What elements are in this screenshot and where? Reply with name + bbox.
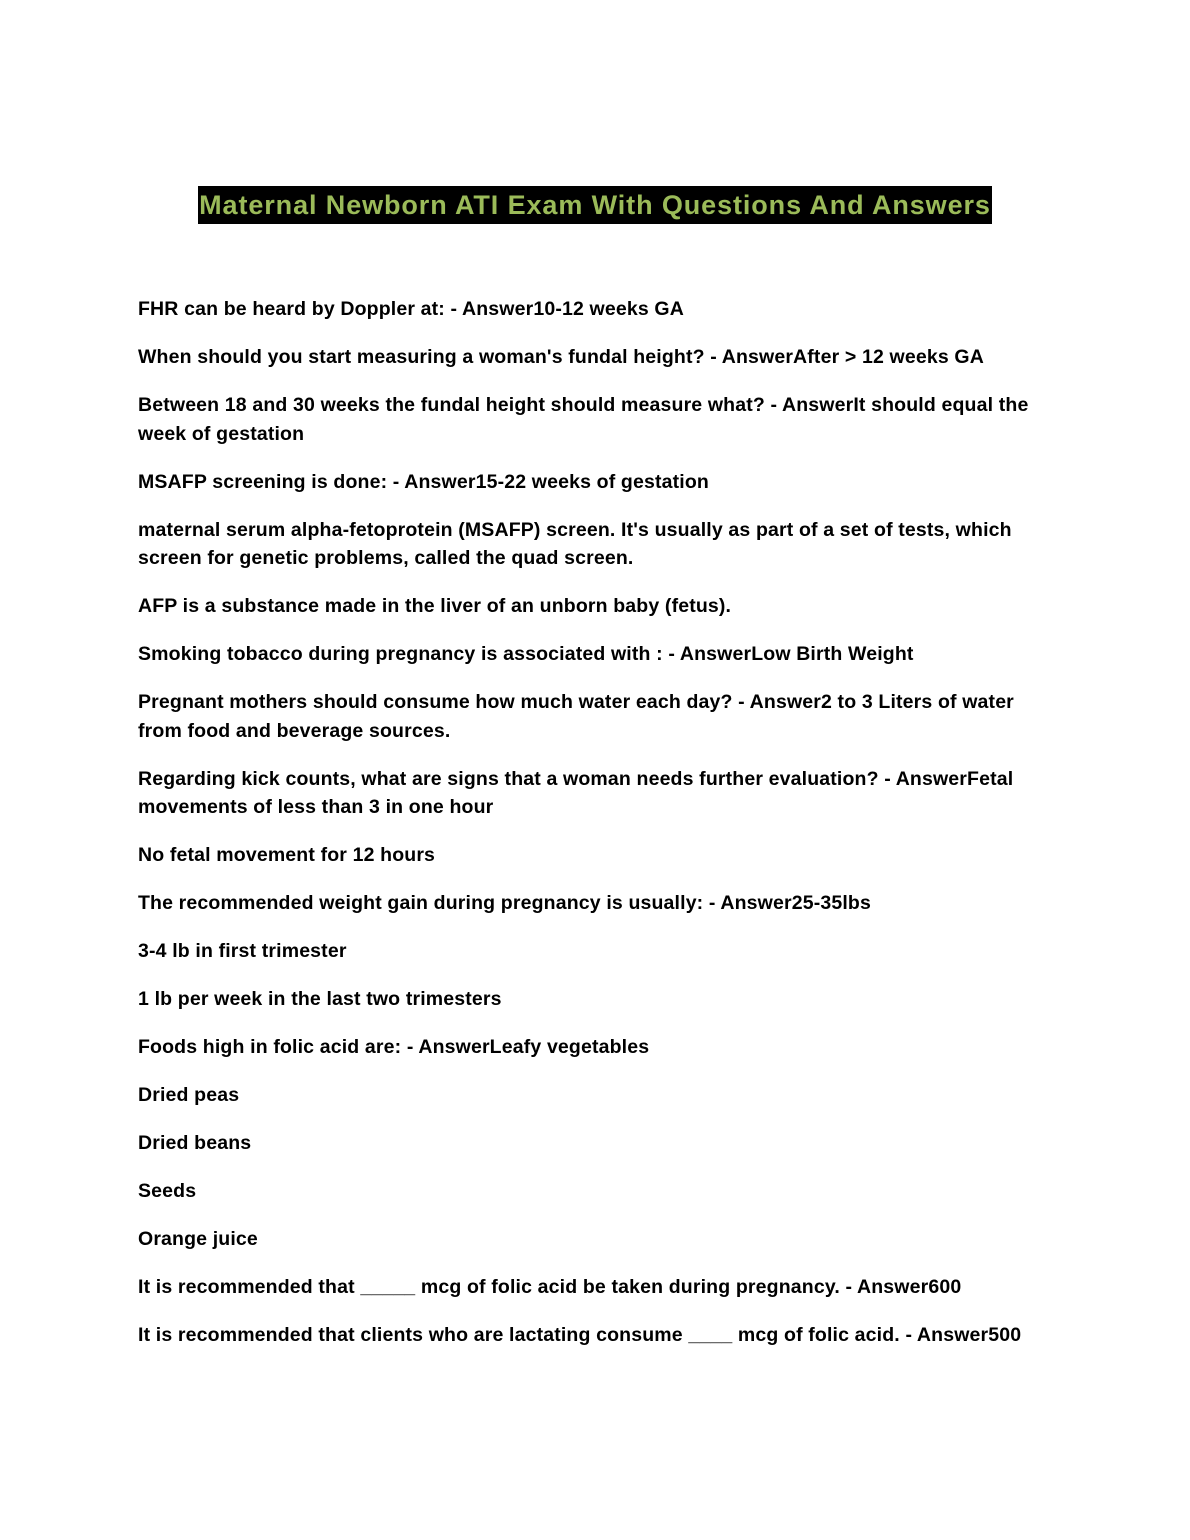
paragraph-fundal-height-start: When should you start measuring a woman's fundal height? - AnswerAfter > 12 weeks GA (138, 346, 984, 368)
paragraph-fhr-doppler: FHR can be heard by Doppler at: - Answer10-12 weeks GA (138, 298, 684, 320)
paragraph-afp-definition: AFP is a substance made in the liver of an unborn baby (fetus). (138, 595, 732, 617)
paragraph-folic-acid-pregnancy: It is recommended that _____ mcg of folic acid be taken during pregnancy. - Answer600 (138, 1276, 962, 1298)
paragraph-folic-acid-foods: Foods high in folic acid are: - AnswerLeafy vegetables (138, 1036, 650, 1058)
paragraph-msafp-description: maternal serum alpha-fetoprotein (MSAFP) screen. It's usually as part of a set of tests, which screen for genetic problems, called the quad screen. (138, 518, 1012, 569)
paragraph-dried-beans: Dried beans (138, 1132, 252, 1154)
paragraph-kick-counts: Regarding kick counts, what are signs that a woman needs further evaluation? - AnswerFetal movements of less than 3 in one hour (138, 767, 1014, 818)
document-title: Maternal Newborn ATI Exam With Questions And Answers (198, 186, 992, 224)
paragraph-msafp-timing: MSAFP screening is done: - Answer15-22 weeks of gestation (138, 470, 709, 493)
paragraph-smoking: Smoking tobacco during pregnancy is associated with : - AnswerLow Birth Weight (138, 643, 914, 665)
paragraph-fundal-height-measure: Between 18 and 30 weeks the fundal height should measure what? - AnswerIt should equal the week of gestation (138, 394, 1029, 445)
paragraph-water-intake: Pregnant mothers should consume how much water each day? - Answer2 to 3 Liters of water from food and beverage sources. (138, 691, 1014, 742)
paragraph-weight-gain: The recommended weight gain during pregnancy is usually: - Answer25-35lbs (138, 892, 871, 914)
paragraph-orange-juice: Orange juice (138, 1228, 258, 1250)
paragraph-later-trimester-gain: 1 lb per week in the last two trimesters (138, 988, 502, 1010)
title-container (0, 186, 1190, 224)
paragraph-first-trimester-gain: 3-4 lb in first trimester (138, 940, 347, 962)
document-body (138, 295, 1038, 1369)
paragraph-dried-peas: Dried peas (138, 1084, 240, 1106)
paragraph-seeds: Seeds (138, 1180, 197, 1202)
paragraph-folic-acid-lactating: It is recommended that clients who are lactating consume ____ mcg of folic acid. - Answer500 (138, 1324, 1022, 1346)
paragraph-no-fetal-movement: No fetal movement for 12 hours (138, 844, 436, 866)
